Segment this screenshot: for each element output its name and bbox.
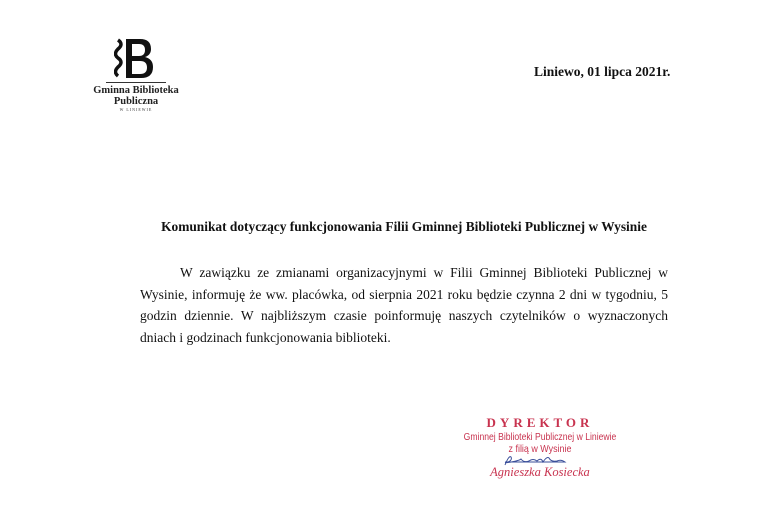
logo-text-line2: Publiczna	[113, 96, 159, 107]
stamp-institution: Gminnej Biblioteki Publicznej w Liniewie	[463, 431, 617, 443]
stamp-branch: z filią w Wysinie	[508, 443, 572, 455]
logo-text-line3: W LINIEWIE	[119, 107, 153, 112]
document-body: W zawiązku ze zmianami organizacyjnymi w Filii Gminnej Biblioteki Publicznej w Wysinie, informuję że ww. placówka, od sierpnia 2021 roku będzie czynna 2 dni w tygodniu, 5 godzin dziennie. W najbliższym czasie poinformuję naszych czytelników o wyznaczonych dniach i godzinach funkcjonowania biblioteki.	[140, 265, 668, 345]
director-stamp	[440, 415, 640, 479]
library-logo	[86, 36, 186, 113]
library-b-logo-icon	[114, 36, 158, 80]
document-date: Liniewo, 01 lipca 2021r.	[534, 64, 671, 79]
logo-divider	[106, 82, 166, 83]
document-title: Komunikat dotyczący funkcjonowania Filii Gminnej Biblioteki Publicznej w Wysinie	[161, 219, 647, 234]
logo-text-line1: Gminna Biblioteka	[93, 85, 179, 96]
stamp-role: DYREKTOR	[486, 415, 594, 430]
stamp-name: Agnieszka Kosiecka	[490, 465, 590, 479]
